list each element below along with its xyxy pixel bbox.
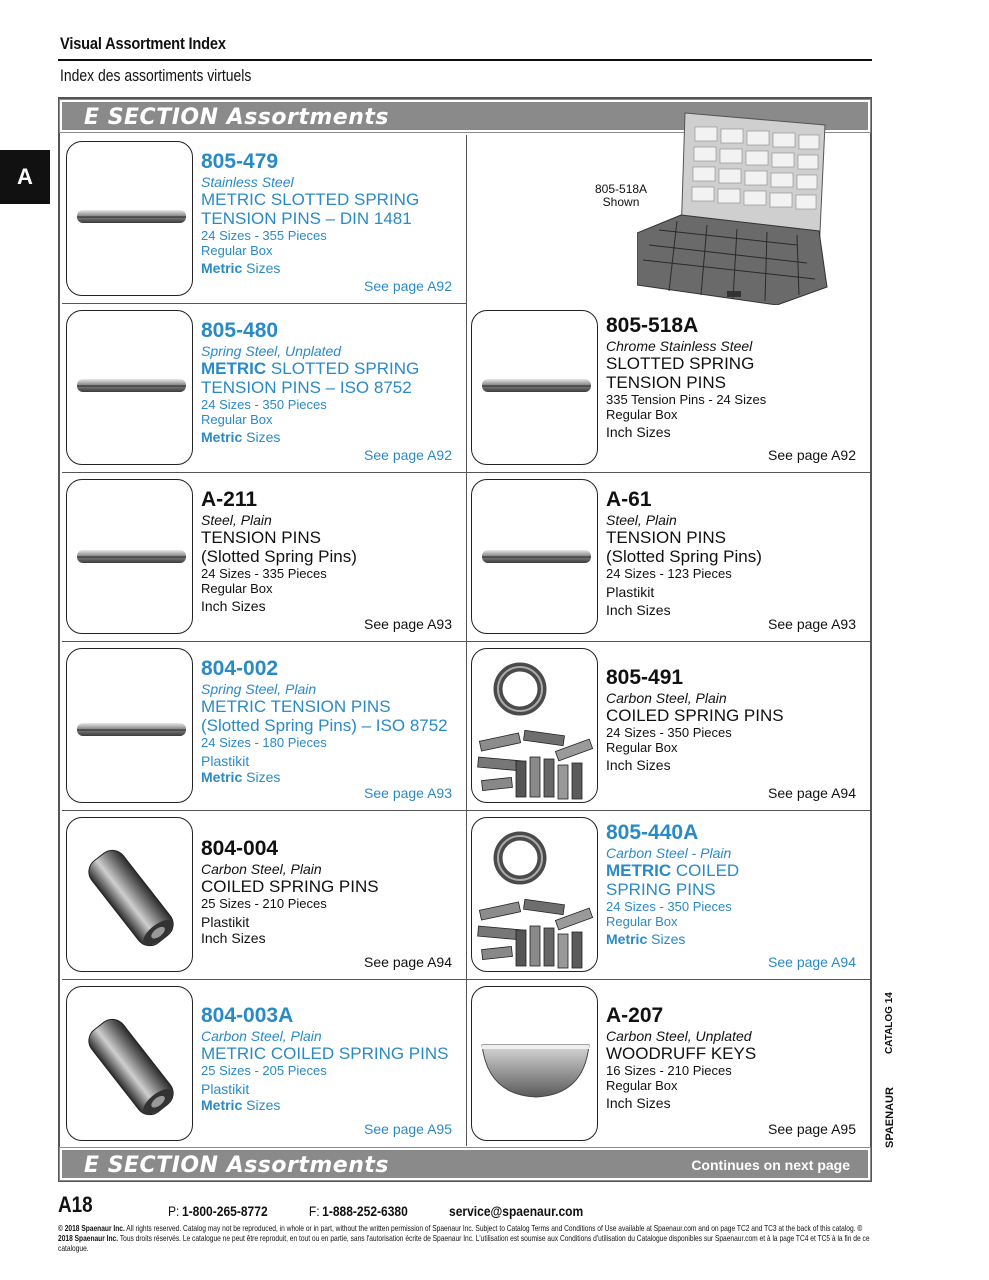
material: Steel, Plain — [201, 512, 272, 528]
assortment-box-image — [637, 105, 837, 305]
phone-number[interactable]: 1-800-265-8772 — [181, 1203, 268, 1219]
part-number[interactable]: 805-479 — [201, 150, 279, 173]
quantity: 25 Sizes - 205 Pieces — [201, 1063, 327, 1078]
section-banner-title: E SECTION Assortments — [84, 1153, 389, 1178]
brand-logo — [884, 1087, 902, 1150]
material: Spring Steel, Plain — [201, 681, 317, 697]
product-card-805-518A[interactable] — [467, 304, 870, 473]
product-name-line-1: COILED SPRING PINS — [201, 877, 379, 896]
slotted-pin-image — [66, 479, 193, 634]
size-system: Metric — [201, 1097, 243, 1113]
see-page-link[interactable]: See page A92 — [364, 278, 452, 294]
box-type: Plastikit — [201, 1081, 250, 1097]
contact-line — [168, 1203, 602, 1219]
see-page-link[interactable]: See page A92 — [364, 447, 452, 463]
product-name-line-1: WOODRUFF KEYS — [606, 1044, 757, 1063]
name-emphasis: METRIC — [606, 861, 672, 880]
product-card-805-480[interactable] — [62, 304, 467, 473]
part-number[interactable]: A-207 — [606, 1004, 664, 1027]
catalog-label — [884, 992, 900, 1060]
product-name-line-1: METRIC SLOTTED SPRING — [201, 190, 420, 209]
name-emphasis: METRIC — [201, 359, 267, 378]
size-label: Sizes — [647, 931, 686, 947]
product-name-line-1: SLOTTED SPRING — [266, 359, 420, 378]
product-name-line-2: (Slotted Spring Pins) – ISO 8752 — [201, 716, 448, 735]
page-subtitle: Index des assortiments virtuels — [60, 66, 252, 85]
product-name-line-1: COILED — [671, 861, 740, 880]
legal-text-en: All rights reserved. Catalog may not be reproduced, in whole or in part, without the written permission of Spaenaur Inc. Subject to Catalog Terms and Conditions of Use available at Spaenaur.com and on page TC2 and TC3 at the back of this catalog. — [124, 1224, 858, 1233]
copyright-fr: © 2018 Spaenaur Inc. — [58, 1224, 863, 1243]
see-page-link[interactable]: See page A94 — [364, 954, 452, 970]
see-page-link[interactable]: See page A93 — [768, 616, 856, 632]
phone-label: P: — [168, 1203, 180, 1219]
quantity: 24 Sizes - 350 Pieces — [606, 725, 732, 740]
see-page-link[interactable]: See page A94 — [768, 954, 856, 970]
size-label: Sizes — [242, 429, 281, 445]
section-tab-letter: A — [17, 164, 33, 189]
quantity: 24 Sizes - 180 Pieces — [201, 735, 327, 750]
box-type: Regular Box — [606, 740, 678, 755]
material: Chrome Stainless Steel — [606, 338, 753, 354]
size-label: Inch Sizes — [606, 424, 671, 440]
size-label: Inch Sizes — [606, 757, 671, 773]
coiled-pin-image — [66, 817, 193, 972]
hero-caption-part: 805-518A — [595, 182, 648, 196]
see-page-link[interactable]: See page A95 — [768, 1121, 856, 1137]
section-banner-title: E SECTION Assortments — [84, 105, 389, 130]
see-page-link[interactable]: See page A93 — [364, 785, 452, 801]
part-number[interactable]: 804-003A — [201, 1004, 294, 1027]
size-system: Metric — [201, 769, 243, 785]
size-label: Inch Sizes — [606, 1095, 671, 1111]
material: Carbon Steel, Plain — [606, 690, 727, 706]
box-type: Regular Box — [201, 243, 273, 258]
brand-text: SPAENAUR — [884, 1087, 896, 1148]
product-card-A-211[interactable] — [62, 473, 467, 642]
see-page-link[interactable]: See page A94 — [768, 785, 856, 801]
hero-image-cell — [467, 135, 870, 304]
product-name-line-2: (Slotted Spring Pins) — [606, 547, 762, 566]
slotted-pin-image — [471, 310, 598, 465]
catalog-text: CATALOG 14 — [884, 992, 895, 1054]
coiled-pin-pile-image — [471, 648, 598, 803]
size-system: Metric — [606, 931, 648, 947]
woodruff-key-image — [471, 986, 598, 1141]
part-number[interactable]: 805-491 — [606, 666, 684, 689]
product-name-line-2: SPRING PINS — [606, 880, 716, 899]
header-rule — [58, 59, 872, 61]
coiled-pin-pile-image — [471, 817, 598, 972]
section-tab[interactable] — [0, 150, 50, 204]
legal-notice — [58, 1224, 876, 1254]
material: Spring Steel, Unplated — [201, 343, 342, 359]
product-card-804-004[interactable] — [62, 811, 467, 980]
material: Stainless Steel — [201, 174, 294, 190]
size-label: Inch Sizes — [201, 598, 266, 614]
part-number[interactable]: A-61 — [606, 488, 652, 511]
material: Carbon Steel - Plain — [606, 845, 732, 861]
box-type: Plastikit — [201, 753, 250, 769]
product-name-line-1: SLOTTED SPRING — [606, 354, 755, 373]
part-number[interactable]: 804-002 — [201, 657, 279, 680]
product-card-805-491[interactable] — [467, 642, 870, 811]
product-card-A-61[interactable] — [467, 473, 870, 642]
slotted-pin-image — [66, 648, 193, 803]
size-label: Inch Sizes — [201, 930, 266, 946]
page-number: A18 — [58, 1192, 93, 1217]
slotted-pin-image — [471, 479, 598, 634]
quantity: 24 Sizes - 350 Pieces — [201, 397, 327, 412]
material: Carbon Steel, Plain — [201, 861, 322, 877]
copyright-en: © 2018 Spaenaur Inc. — [58, 1224, 125, 1233]
quantity: 16 Sizes - 210 Pieces — [606, 1063, 732, 1078]
size-label: Sizes — [242, 769, 281, 785]
product-name-line-1: COILED SPRING PINS — [606, 706, 784, 725]
product-name-line-1: TENSION PINS — [201, 528, 321, 547]
legal-text-fr: Tous droits réservés. Le catalogue ne peut être reproduit, en tout ou en partie, sans l'autorisation écrite de Spaenaur Inc. L'utilisation est soumise aux Conditions d'utilisation du Catalogue disponibles sur Spaenaur.com et à la page TC4 et TC5 à la fin de ce catalogue. — [58, 1234, 870, 1253]
see-page-link[interactable]: See page A95 — [364, 1121, 452, 1137]
slotted-pin-image — [66, 310, 193, 465]
continues-link[interactable]: Continues on next page — [691, 1157, 850, 1173]
part-number[interactable]: 805-480 — [201, 319, 279, 342]
section-banner-bottom — [60, 1148, 870, 1180]
size-system: Metric — [201, 429, 243, 445]
quantity: 335 Tension Pins - 24 Sizes — [606, 392, 767, 407]
product-card-A-207[interactable] — [467, 980, 870, 1146]
box-type: Regular Box — [606, 914, 678, 929]
size-label: Sizes — [242, 1097, 281, 1113]
fax-number[interactable]: 1-888-252-6380 — [322, 1203, 408, 1219]
box-type: Plastikit — [201, 914, 250, 930]
product-card-805-479[interactable] — [62, 135, 467, 304]
material: Carbon Steel, Unplated — [606, 1028, 752, 1044]
coiled-pin-image — [66, 986, 193, 1141]
product-name-line-2: TENSION PINS – DIN 1481 — [201, 209, 412, 228]
part-number[interactable]: 805-518A — [606, 314, 699, 337]
hero-caption-shown: Shown — [602, 195, 640, 209]
box-type: Regular Box — [201, 412, 273, 427]
size-label: Sizes — [242, 260, 281, 276]
fax-label: F: — [308, 1203, 320, 1219]
slotted-pin-image — [66, 141, 193, 296]
box-type: Regular Box — [201, 581, 273, 596]
see-page-link[interactable]: See page A92 — [768, 447, 856, 463]
product-name-line-1: TENSION PINS — [606, 528, 726, 547]
product-name-line-2: (Slotted Spring Pins) — [201, 547, 357, 566]
box-type: Regular Box — [606, 1078, 678, 1093]
quantity: 24 Sizes - 355 Pieces — [201, 228, 327, 243]
assortment-frame — [58, 97, 872, 1182]
box-type: Plastikit — [606, 584, 655, 600]
see-page-link[interactable]: See page A93 — [364, 616, 452, 632]
quantity: 24 Sizes - 335 Pieces — [201, 566, 327, 581]
email-link[interactable]: service@spaenaur.com — [449, 1203, 584, 1219]
part-number[interactable]: A-211 — [201, 488, 258, 511]
size-system: Metric — [201, 260, 243, 276]
part-number[interactable]: 804-004 — [201, 837, 279, 860]
quantity: 25 Sizes - 210 Pieces — [201, 896, 327, 911]
product-grid — [62, 135, 870, 1146]
product-card-804-002[interactable] — [62, 642, 467, 811]
part-number[interactable]: 805-440A — [606, 821, 699, 844]
box-type: Regular Box — [606, 407, 678, 422]
product-name-line-2: TENSION PINS – ISO 8752 — [201, 378, 412, 397]
product-card-804-003A[interactable] — [62, 980, 467, 1146]
material: Carbon Steel, Plain — [201, 1028, 322, 1044]
product-name-line-1: METRIC COILED SPRING PINS — [201, 1044, 449, 1063]
quantity: 24 Sizes - 350 Pieces — [606, 899, 732, 914]
material: Steel, Plain — [606, 512, 677, 528]
product-name-line-2: TENSION PINS — [606, 373, 726, 392]
product-card-805-440A[interactable] — [467, 811, 870, 980]
size-label: Inch Sizes — [606, 602, 671, 618]
page-title: Visual Assortment Index — [60, 34, 226, 53]
product-name-line-1: METRIC TENSION PINS — [201, 697, 391, 716]
quantity: 24 Sizes - 123 Pieces — [606, 566, 732, 581]
